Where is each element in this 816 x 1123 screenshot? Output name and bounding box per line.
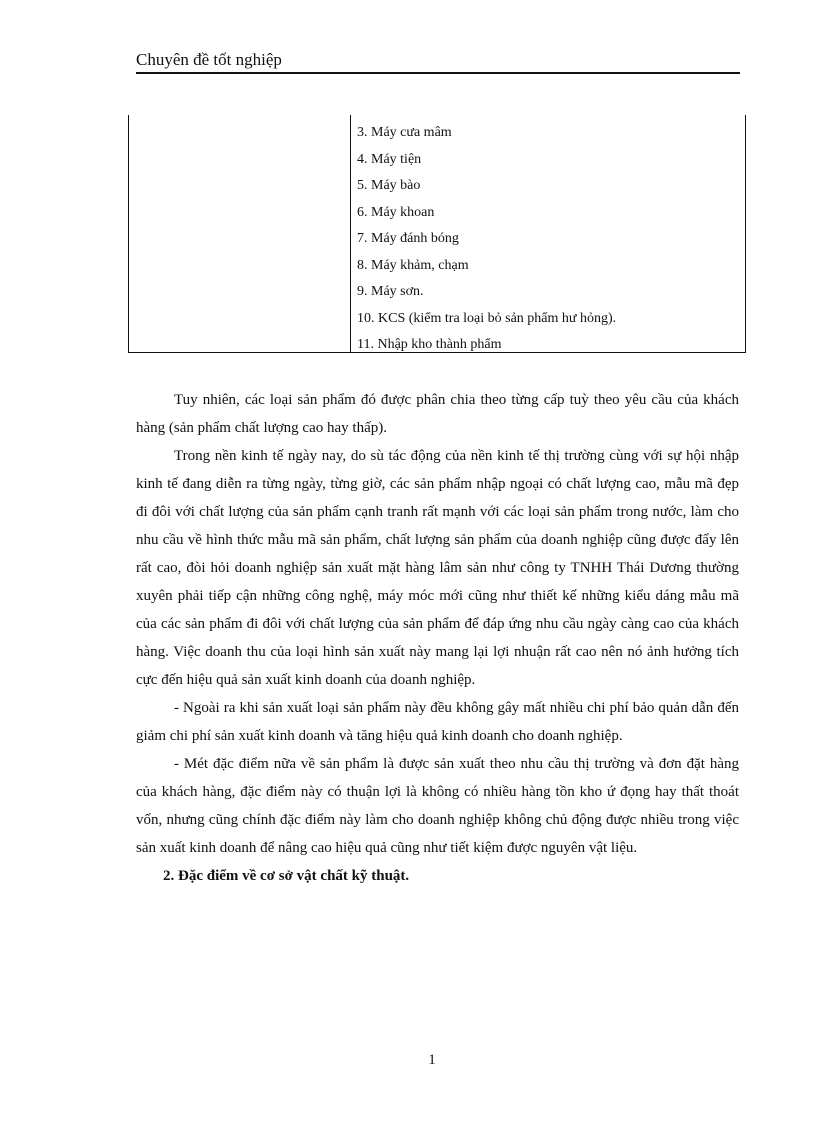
- list-item: 5. Máy bào: [357, 178, 421, 193]
- document-title: Chuyên đề tốt nghiệp: [136, 50, 282, 69]
- list-item: 7. Máy đánh bóng: [357, 231, 459, 246]
- list-item: 8. Máy khảm, chạm: [357, 257, 469, 273]
- list-item: 4. Máy tiện: [357, 151, 422, 167]
- list-item: 11. Nhập kho thành phẩm: [357, 337, 502, 352]
- process-steps-table: [128, 115, 746, 353]
- page-number: 1: [428, 1052, 436, 1068]
- page-header: [136, 50, 740, 74]
- list-item: 3. Máy cưa mâm: [357, 125, 452, 140]
- table-column-divider: [350, 115, 351, 352]
- paragraph: - Mét đặc điểm nữa về sản phẩm là được sản xuất theo nhu cầu thị trường và đơn đặt hàng của khách hàng, đặc điểm này có thuận lợi là không có nhiều hàng tồn kho ứ đọng hay thất thoát vốn, nhưng cũng chính đặc điểm này làm cho doanh nghiệp không chủ động được nhiều trong việc sản xuất kinh doanh để nâng cao hiệu quả cũng như tiết kiệm được nguyên vật liệu.: [136, 756, 739, 856]
- list-item: 9. Máy sơn.: [357, 284, 424, 299]
- paragraph: Trong nền kinh tế ngày nay, do sù tác động của nền kinh tế thị trường cùng với sự hội nhập kinh tế đang diễn ra từng ngày, từng giờ, các sản phẩm nhập ngoại có chất lượng cao, mẫu mã đẹp đi đôi với chất lượng của sản phẩm cạnh tranh rất mạnh với các loại sản phẩm trong nước, làm cho nhu cầu về hình thức mẫu mã sản phẩm, chất lượng sản phẩm của doanh nghiệp cũng được đẩy lên rất cao, đòi hỏi doanh nghiệp sản xuất mặt hàng lâm sản như công ty TNHH Thái Dương thường xuyên phải tiếp cận những công nghệ, máy móc mới cũng như thiết kế những kiểu dáng mẫu mã của các sản phẩm đi đôi với chất lượng của sản phẩm để đáp ứng nhu cầu ngày càng cao của khách hàng. Việc doanh thu của loại hình sản xuất này mang lại lợi nhuận rất cao nên nó ảnh hưởng tích cực đến hiệu quả sản xuất kinh doanh của doanh nghiệp.: [136, 448, 739, 688]
- paragraph: Tuy nhiên, các loại sản phẩm đó được phân chia theo từng cấp tuỳ theo yêu cầu của khách hàng (sản phẩm chất lượng cao hay thấp).: [136, 392, 739, 436]
- process-steps-list: [357, 120, 616, 359]
- list-item: 10. KCS (kiểm tra loại bỏ sản phẩm hư hỏng).: [357, 310, 617, 326]
- list-item: 6. Máy khoan: [357, 204, 435, 220]
- paragraph: - Ngoài ra khi sản xuất loại sản phẩm này đều không gây mất nhiều chi phí bảo quản dẫn đến giảm chi phí sản xuất kinh doanh và tăng hiệu quả kinh doanh cho doanh nghiệp.: [136, 700, 739, 744]
- section-heading: 2. Đặc điểm về cơ sở vật chất kỹ thuật.: [163, 868, 410, 884]
- body-text: [136, 386, 739, 890]
